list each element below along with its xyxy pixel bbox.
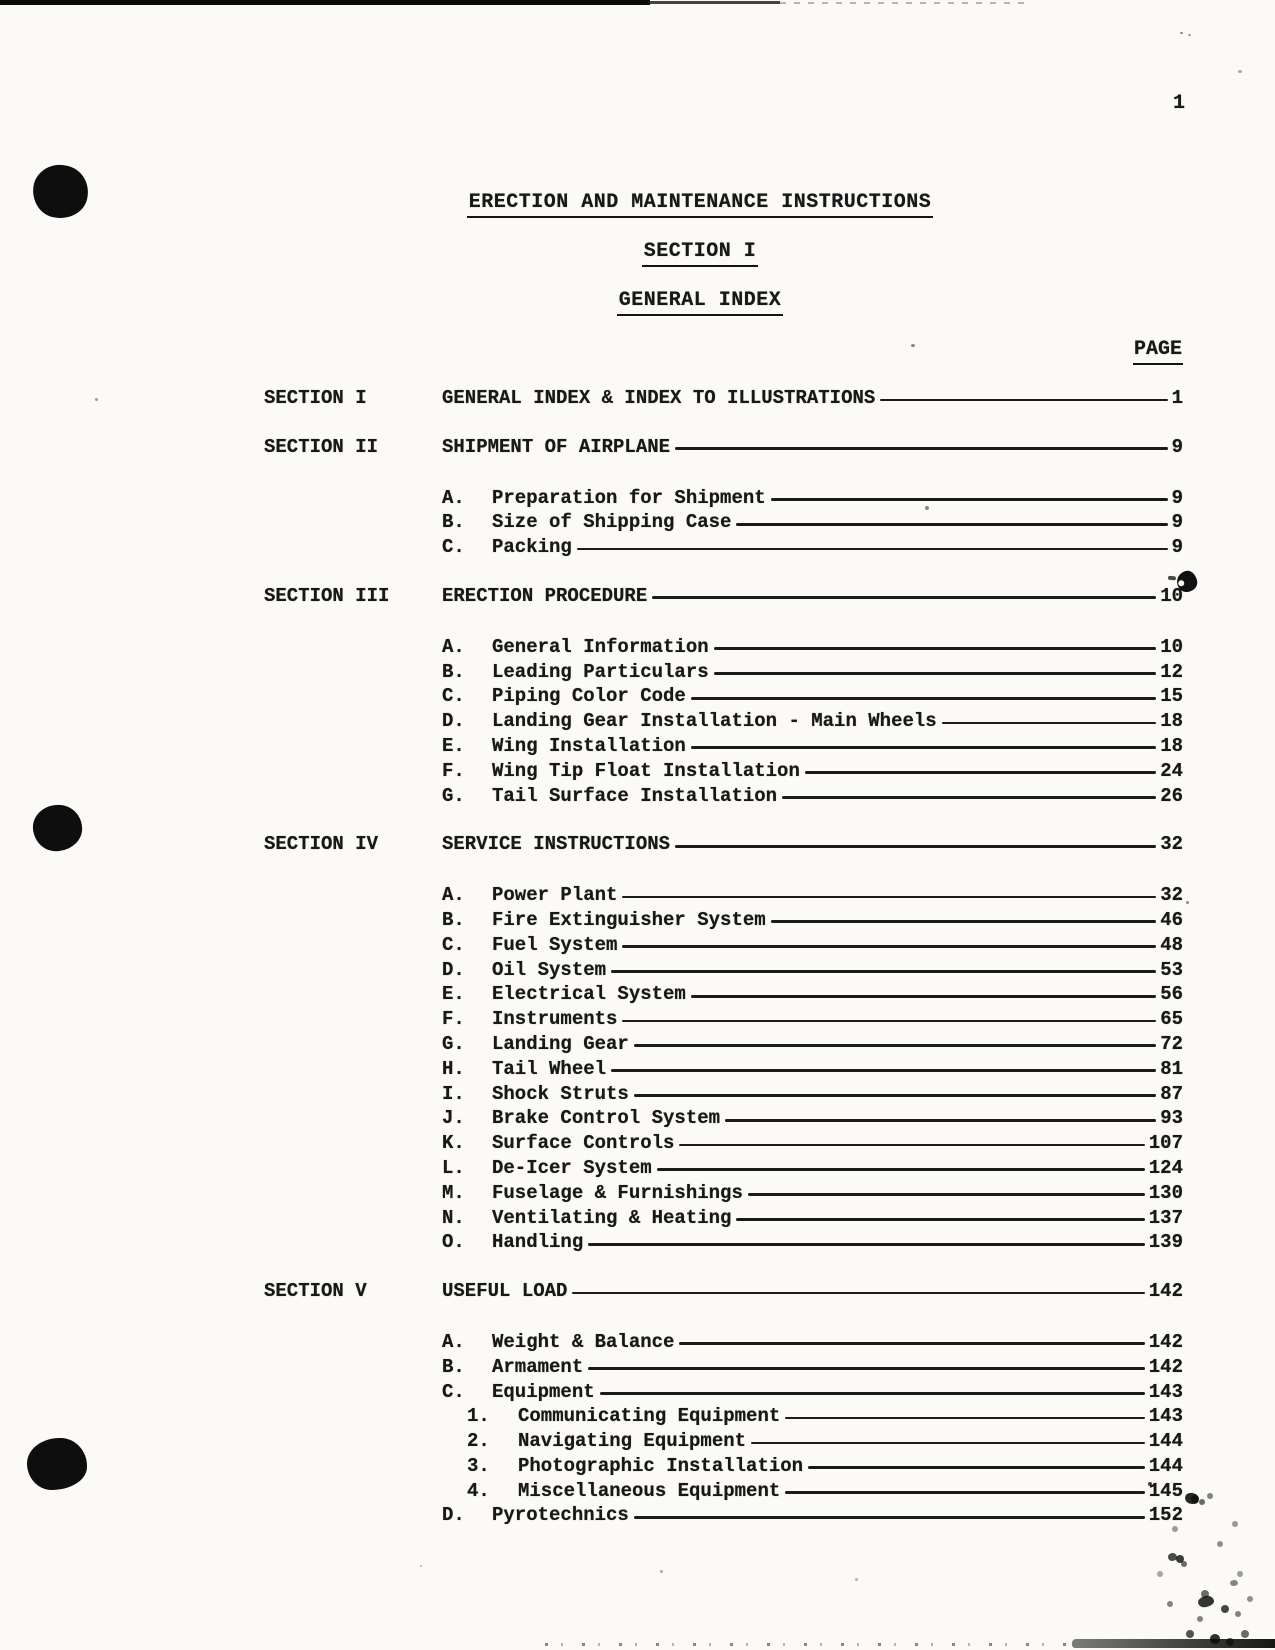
toc-label-spacer (264, 1057, 442, 1082)
toc-entry-page: 144 (1148, 1454, 1183, 1477)
toc-label-spacer (264, 734, 442, 759)
toc-item-row (264, 883, 1183, 908)
toc-item-letter: B. (442, 511, 465, 534)
leader-line (679, 1131, 1144, 1156)
toc-subitem-row (264, 1404, 1183, 1429)
toc-label-spacer (264, 1106, 442, 1131)
scan-speck (1238, 70, 1242, 73)
toc-section-row (264, 435, 1183, 460)
toc-item-letter: E. (442, 734, 465, 757)
toc-entry (492, 486, 1183, 511)
toc-entry-page: 15 (1160, 685, 1183, 708)
toc-label-spacer (264, 784, 442, 809)
stain-blob (1168, 1553, 1177, 1561)
toc-entry-title: Armament (492, 1355, 584, 1378)
leader-line (782, 784, 1156, 809)
toc-entry-page: 9 (1171, 536, 1183, 559)
toc-item-row (264, 1206, 1183, 1231)
leader-line (771, 486, 1168, 511)
toc-item-letter: C. (442, 685, 465, 708)
toc-item-row (264, 1330, 1183, 1355)
toc-item-row (264, 635, 1183, 660)
toc-entry (492, 1330, 1183, 1355)
leader-line (634, 1082, 1156, 1107)
toc-item-letter: B. (442, 660, 465, 683)
toc-entry-title: Oil System (492, 958, 607, 981)
toc-entry (492, 709, 1183, 734)
toc-item-row (264, 1156, 1183, 1181)
toc-label-spacer (264, 1355, 442, 1380)
leader-line (634, 1032, 1156, 1057)
toc-item-letter: A. (442, 1330, 465, 1353)
toc-entry-page: 1 (1171, 387, 1183, 409)
toc-item-letter: G. (442, 1032, 465, 1055)
toc-entry-page: 139 (1148, 1231, 1183, 1254)
toc-entry-title: Handling (492, 1231, 584, 1254)
leader-line (942, 709, 1157, 734)
scan-speck (420, 1565, 422, 1567)
leader-line (634, 1503, 1145, 1528)
toc-item-letter: A. (442, 486, 465, 509)
toc-entry-page: 9 (1171, 435, 1183, 458)
toc-entry-title: Preparation for Shipment (492, 486, 766, 509)
toc-entry-title: Landing Gear Installation - Main Wheels (492, 710, 937, 733)
toc-entry (492, 535, 1183, 560)
toc-sub-indent (442, 1454, 467, 1479)
toc-label-spacer (264, 1181, 442, 1206)
document-title-line (160, 191, 1240, 214)
toc-label-spacer (264, 535, 442, 560)
toc-item-letter: D. (442, 958, 465, 981)
toc-item-letter: F. (442, 759, 465, 782)
toc-items (264, 883, 1183, 1255)
toc-items (264, 1330, 1183, 1528)
leader-line (652, 584, 1156, 609)
toc-entry-title: Wing Installation (492, 734, 686, 757)
leader-line (805, 759, 1156, 784)
page-number: 1 (1172, 92, 1185, 115)
toc-label-spacer (264, 1380, 442, 1405)
toc-entry (492, 982, 1183, 1007)
toc-entry-page: 26 (1160, 784, 1183, 807)
toc-item-letter: M. (442, 1181, 465, 1204)
toc-entry-title: Navigating Equipment (518, 1430, 747, 1453)
toc-label-spacer (264, 635, 442, 660)
toc-label-spacer (264, 883, 442, 908)
leader-line (622, 933, 1156, 958)
toc-entry (492, 1007, 1183, 1032)
toc-label-spacer (264, 1503, 442, 1528)
toc-label-spacer (264, 1082, 442, 1107)
leader-line (714, 660, 1157, 685)
toc-section-row (264, 584, 1183, 609)
scan-speck (1180, 32, 1183, 34)
leader-line (725, 1106, 1156, 1131)
toc-subitem-number: 3. (467, 1454, 490, 1477)
leader-line (675, 435, 1168, 460)
toc-entry-title: Electrical System (492, 983, 686, 1006)
toc-entry-page: 32 (1160, 833, 1183, 856)
toc-label-spacer (264, 1032, 442, 1057)
toc-item-row (264, 1007, 1183, 1032)
toc-item-letter: O. (442, 1231, 465, 1254)
toc-label-spacer (264, 486, 442, 511)
toc-sub-indent (442, 1404, 467, 1429)
toc-item-row (264, 1230, 1183, 1255)
toc-subitem-row (264, 1429, 1183, 1454)
toc-entry-page: 10 (1160, 635, 1183, 658)
toc-entry (492, 1230, 1183, 1255)
toc-item-letter: I. (442, 1082, 465, 1105)
toc-entry (492, 1355, 1183, 1380)
toc-entry (492, 1503, 1183, 1528)
toc-entry-title: Piping Color Code (492, 685, 686, 708)
toc-entry-title: Leading Particulars (492, 660, 709, 683)
toc-entry-page: 145 (1148, 1479, 1183, 1502)
scan-top-edge-artifact (780, 2, 1025, 4)
scan-top-edge-artifact (0, 0, 650, 5)
leader-line (577, 535, 1168, 560)
toc-entry (492, 933, 1183, 958)
toc-label-spacer (264, 1454, 442, 1479)
leader-line (622, 1007, 1156, 1032)
toc-entry (492, 759, 1183, 784)
toc-label-spacer (264, 1156, 442, 1181)
leader-line (771, 908, 1157, 933)
toc-entry (492, 784, 1183, 809)
section-heading: SECTION I (642, 240, 759, 267)
toc-subitem-number: 4. (467, 1479, 490, 1502)
toc-label-spacer (264, 1479, 442, 1504)
toc-item-row (264, 734, 1183, 759)
stain-blob (1184, 1491, 1201, 1506)
toc-label-spacer (264, 660, 442, 685)
toc-entry-title: Weight & Balance (492, 1330, 675, 1353)
toc-entry-title: De-Icer System (492, 1156, 652, 1179)
leader-line (611, 1057, 1156, 1082)
leader-line (679, 1330, 1144, 1355)
toc-label-spacer (264, 510, 442, 535)
toc-entry (492, 1181, 1183, 1206)
toc-entry-page: 10 (1160, 584, 1183, 607)
toc-item-letter: B. (442, 908, 465, 931)
toc-entry-title: Tail Wheel (492, 1057, 607, 1080)
toc-entry (518, 1454, 1183, 1479)
scan-speck (95, 398, 98, 401)
toc-item-letter: B. (442, 1355, 465, 1378)
toc-entry-page: 18 (1160, 710, 1183, 733)
leader-line (657, 1156, 1145, 1181)
leader-line (736, 510, 1167, 535)
scan-speck (660, 1570, 663, 1573)
leader-line (675, 832, 1156, 857)
toc-entry-title: Pyrotechnics (492, 1504, 629, 1527)
toc-entry-title: Surface Controls (492, 1132, 675, 1155)
toc-entry-page: 72 (1160, 1032, 1183, 1055)
toc-entry-title: Communicating Equipment (518, 1405, 781, 1428)
toc-item-letter: D. (442, 710, 465, 733)
toc-label-spacer (264, 709, 442, 734)
toc-entry (518, 1429, 1183, 1454)
toc-section-row (264, 386, 1183, 411)
toc-section-label: SECTION I (264, 387, 367, 409)
toc-entry (492, 1131, 1183, 1156)
toc-label-spacer (264, 684, 442, 709)
toc-item-row (264, 1106, 1183, 1131)
document-title: ERECTION AND MAINTENANCE INSTRUCTIONS (467, 191, 934, 218)
leader-line (808, 1454, 1145, 1479)
toc-item-letter: F. (442, 1008, 465, 1031)
toc-label-spacer (264, 1404, 442, 1429)
toc-entry-page: 46 (1160, 908, 1183, 931)
toc-entry (492, 958, 1183, 983)
toc-item-row (264, 1131, 1183, 1156)
toc-entry (492, 684, 1183, 709)
toc-item-letter: E. (442, 983, 465, 1006)
toc-entry (492, 510, 1183, 535)
toc-entry (492, 734, 1183, 759)
toc-entry-title: Shock Struts (492, 1082, 629, 1105)
leader-line (691, 684, 1156, 709)
toc-label-spacer (264, 1206, 442, 1231)
toc-entry (492, 660, 1183, 685)
toc-entry-title: USEFUL LOAD (442, 1280, 568, 1303)
toc-subitem-row (264, 1479, 1183, 1504)
leader-line (611, 958, 1156, 983)
toc-item-row (264, 709, 1183, 734)
toc-entry (492, 1156, 1183, 1181)
toc-entry-page: 56 (1160, 983, 1183, 1006)
toc-entry (492, 1380, 1183, 1405)
toc-subitem-number: 1. (467, 1405, 490, 1428)
toc-item-row (264, 759, 1183, 784)
toc-entry-title: Size of Shipping Case (492, 511, 732, 534)
leader-line (588, 1230, 1145, 1255)
scan-speck (1186, 901, 1189, 904)
toc-section-label: SECTION II (264, 435, 379, 458)
toc-item-row (264, 982, 1183, 1007)
toc-entry-page: 9 (1171, 486, 1183, 509)
leader-line (691, 982, 1156, 1007)
toc-entry (442, 435, 1183, 460)
leader-line (600, 1380, 1145, 1405)
toc-entry (442, 832, 1183, 857)
toc-entry-title: GENERAL INDEX & INDEX TO ILLUSTRATIONS (442, 387, 876, 409)
toc-item-row (264, 684, 1183, 709)
toc-entry-title: Ventilating & Heating (492, 1206, 732, 1229)
toc-entry-page: 48 (1160, 933, 1183, 956)
toc-item-letter: A. (442, 635, 465, 658)
leader-line (785, 1479, 1145, 1504)
toc-entry-title: Photographic Installation (518, 1454, 804, 1477)
toc-entry-page: 32 (1160, 884, 1183, 907)
toc-entry-page: 124 (1148, 1156, 1183, 1179)
toc-item-letter: C. (442, 536, 465, 559)
toc-entry-title: Brake Control System (492, 1107, 721, 1130)
leader-line (622, 883, 1156, 908)
toc-entry (492, 908, 1183, 933)
hole-punch-mark (27, 1438, 87, 1490)
leader-line (691, 734, 1156, 759)
leader-line (588, 1355, 1145, 1380)
scan-top-edge-artifact (648, 1, 780, 4)
toc-item-letter: D. (442, 1504, 465, 1527)
toc-sub-indent (442, 1479, 467, 1504)
toc-entry-page: 143 (1148, 1380, 1183, 1403)
toc-item-row (264, 1057, 1183, 1082)
scan-bottom-edge-artifact (545, 1643, 1075, 1646)
toc-entry-title: ERECTION PROCEDURE (442, 584, 648, 607)
section-heading-line (160, 240, 1240, 263)
toc-label-spacer (264, 958, 442, 983)
toc-item-letter: C. (442, 933, 465, 956)
leader-line (785, 1404, 1145, 1429)
leader-line (736, 1206, 1144, 1231)
toc-item-row (264, 784, 1183, 809)
index-heading: GENERAL INDEX (617, 289, 784, 316)
toc-label-spacer (264, 933, 442, 958)
toc-item-letter: N. (442, 1206, 465, 1229)
scan-speck (911, 344, 915, 347)
toc-entry-page: 65 (1160, 1008, 1183, 1031)
scan-speck (855, 1578, 858, 1581)
toc-entry-title: Fuel System (492, 933, 618, 956)
leader-line (714, 635, 1157, 660)
toc-item-letter: C. (442, 1380, 465, 1403)
toc-entry-page: 53 (1160, 958, 1183, 981)
toc-entry-title: Landing Gear (492, 1032, 629, 1055)
toc-entry-title: Wing Tip Float Installation (492, 759, 800, 782)
leader-line (748, 1181, 1145, 1206)
toc-entry-page: 18 (1160, 734, 1183, 757)
toc-entry (518, 1404, 1183, 1429)
toc-item-letter: A. (442, 884, 465, 907)
toc-entry-page: 107 (1148, 1132, 1183, 1155)
toc-label-spacer (264, 982, 442, 1007)
toc-section-label: SECTION IV (264, 833, 379, 856)
toc-section-row (264, 832, 1183, 857)
toc-entry (442, 386, 1183, 411)
toc-entry (492, 1057, 1183, 1082)
toc-item-row (264, 1082, 1183, 1107)
toc-entry-page: 12 (1160, 660, 1183, 683)
toc-item-letter: G. (442, 784, 465, 807)
toc-item-row (264, 1380, 1183, 1405)
toc-section-row (264, 1279, 1183, 1304)
toc-entry (492, 1032, 1183, 1057)
toc-entry (518, 1479, 1183, 1504)
toc-subitem-number: 2. (467, 1430, 490, 1453)
toc-items (264, 635, 1183, 809)
toc-entry (442, 584, 1183, 609)
toc-entry-title: Packing (492, 536, 572, 559)
toc-entry-title: Instruments (492, 1008, 618, 1031)
toc-entry-page: 137 (1148, 1206, 1183, 1229)
toc-entry-page: 142 (1148, 1330, 1183, 1353)
toc-entry-title: Fuselage & Furnishings (492, 1181, 743, 1204)
scan-bottom-edge-artifact (1072, 1639, 1275, 1648)
toc-item-letter: H. (442, 1057, 465, 1080)
toc-item-letter: K. (442, 1132, 465, 1155)
toc-label-spacer (264, 1330, 442, 1355)
toc-item-row (264, 1181, 1183, 1206)
toc-item-row (264, 1032, 1183, 1057)
toc-entry-title: General Information (492, 635, 709, 658)
toc-entry-page: 130 (1148, 1181, 1183, 1204)
toc-entry-title: Miscellaneous Equipment (518, 1479, 781, 1502)
toc-entry-page: 143 (1148, 1405, 1183, 1428)
toc-entry-page: 93 (1160, 1107, 1183, 1130)
toc-entry-page: 24 (1160, 759, 1183, 782)
toc-item-letter: L. (442, 1156, 465, 1179)
toc-section-label: SECTION III (264, 584, 390, 607)
toc-item-row (264, 486, 1183, 511)
toc-entry-title: SHIPMENT OF AIRPLANE (442, 435, 671, 458)
toc-items (264, 486, 1183, 560)
toc-entry-page: 9 (1171, 511, 1183, 534)
toc-entry-page: 81 (1160, 1057, 1183, 1080)
toc-entry-page: 87 (1160, 1082, 1183, 1105)
toc-item-row (264, 1355, 1183, 1380)
toc-label-spacer (264, 1230, 442, 1255)
toc-entry (492, 635, 1183, 660)
toc-label-spacer (264, 1007, 442, 1032)
toc-entry-page: 144 (1148, 1430, 1183, 1453)
toc-subitem-row (264, 1454, 1183, 1479)
toc-item-row (264, 1503, 1183, 1528)
toc-entry-title: Equipment (492, 1380, 595, 1403)
scan-speck (1188, 34, 1191, 36)
toc-label-spacer (264, 1131, 442, 1156)
toc-item-row (264, 908, 1183, 933)
toc-entry-title: Tail Surface Installation (492, 784, 778, 807)
toc-entry-page: 142 (1148, 1280, 1183, 1303)
leader-line (751, 1429, 1145, 1454)
toc-item-row (264, 535, 1183, 560)
toc-entry (492, 1206, 1183, 1231)
toc-section-label: SECTION V (264, 1280, 367, 1303)
leader-line (572, 1279, 1144, 1304)
stain-blob (1230, 1580, 1238, 1586)
table-of-contents (264, 386, 1183, 1528)
toc-entry-title: Power Plant (492, 884, 618, 907)
toc-entry-page: 152 (1148, 1504, 1183, 1527)
toc-sub-indent (442, 1429, 467, 1454)
toc-item-row (264, 958, 1183, 983)
toc-entry (492, 883, 1183, 908)
toc-label-spacer (264, 908, 442, 933)
stain-blob (1197, 1595, 1215, 1609)
toc-entry (492, 1082, 1183, 1107)
index-heading-line (160, 289, 1240, 312)
toc-entry-title: SERVICE INSTRUCTIONS (442, 833, 671, 856)
toc-label-spacer (264, 1429, 442, 1454)
hole-punch-mark (31, 803, 85, 854)
toc-entry-title: Fire Extinguisher System (492, 908, 766, 931)
toc-item-row (264, 933, 1183, 958)
leader-line (880, 386, 1167, 411)
toc-item-row (264, 660, 1183, 685)
toc-item-letter: J. (442, 1107, 465, 1130)
hole-punch-mark (30, 161, 92, 221)
toc-entry-page: 142 (1148, 1355, 1183, 1378)
page-column-header: PAGE (1133, 339, 1183, 365)
toc-entry (442, 1279, 1183, 1304)
toc-item-row (264, 510, 1183, 535)
toc-label-spacer (264, 759, 442, 784)
toc-entry (492, 1106, 1183, 1131)
